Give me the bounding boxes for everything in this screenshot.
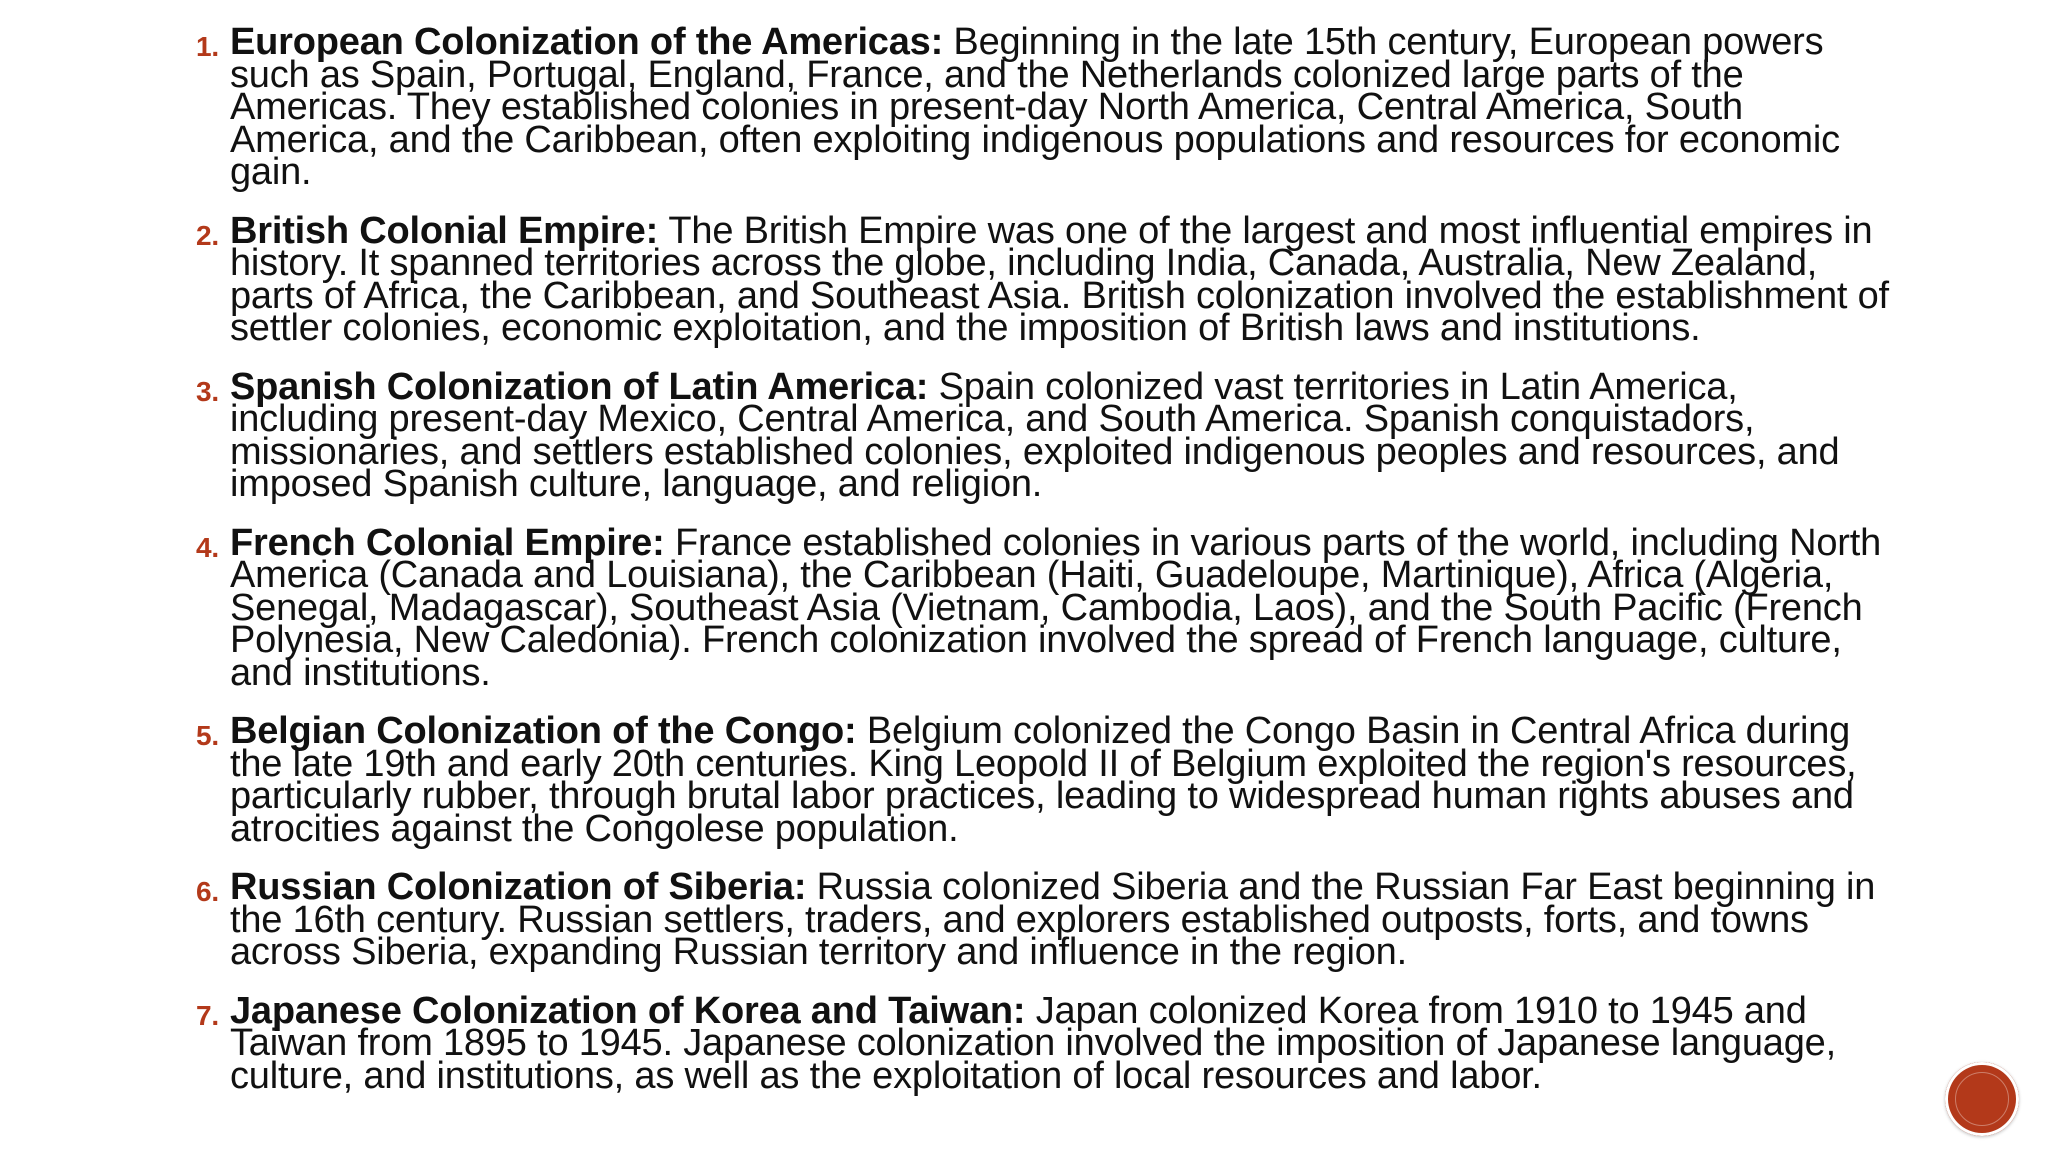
item-heading: European Colonization of the Americas: xyxy=(230,21,954,63)
item-number: 7. xyxy=(196,999,219,1031)
colonization-list xyxy=(196,21,1896,1118)
item-heading: Spanish Colonization of Latin America: xyxy=(230,365,939,408)
item-text: France established colonies in various parts of the world, including North America (Canada and Louisiana), the Caribbean (Haiti, Guadeloupe, Martinique), Africa (Algeria, Senegal, Madagascar), Southeast Asia (Vietnam, Cambodia, Laos), and the South Pacific (French Polynesia, New Caledonia). French colonization involved the spread of French language, culture, and institutions. xyxy=(230,521,1881,694)
list-item xyxy=(196,365,1896,505)
item-heading: Japanese Colonization of Korea and Taiwan: xyxy=(230,989,1036,1032)
slide-nav-button[interactable] xyxy=(1945,1062,2019,1136)
item-heading: Russian Colonization of Siberia: xyxy=(230,866,817,908)
item-number: 2. xyxy=(196,219,219,251)
item-heading: Belgian Colonization of the Congo: xyxy=(230,710,867,752)
list-item xyxy=(196,866,1896,973)
item-text: Belgium colonized the Congo Basin in Central Africa during the late 19th and early 20th centuries. King Leopold II of Belgium exploited the region's resources, particularly rubber, through brutal labor practices, leading to widespread human rights abuses and atrocities against the Congolese population. xyxy=(230,710,1857,850)
list-item xyxy=(196,21,1896,193)
item-number: 6. xyxy=(196,876,219,907)
list-item xyxy=(196,710,1896,850)
list-item xyxy=(196,989,1896,1097)
list-item xyxy=(196,209,1896,349)
item-heading: French Colonial Empire: xyxy=(230,521,675,564)
item-text: Japan colonized Korea from 1910 to 1945 and Taiwan from 1895 to 1945. Japanese colonization involved the imposition of Japanese language, culture, and institutions, as well as the exploitation of local resources and labor. xyxy=(230,989,1836,1097)
item-heading: British Colonial Empire: xyxy=(230,209,669,252)
item-text: Beginning in the late 15th century, European powers such as Spain, Portugal, England, France, and the Netherlands colonized large parts of the Americas. They established colonies in present-day North America, Central America, South America, and the Caribbean, often exploiting indigenous populations and resources for economic gain. xyxy=(230,21,1840,193)
item-number: 1. xyxy=(196,31,219,62)
item-text: Spain colonized vast territories in Latin America, including present-day Mexico, Central America, and South America. Spanish conquistadors, missionaries, and settlers established colonies, exploited indigenous peoples and resources, and imposed Spanish culture, language, and religion. xyxy=(230,365,1840,505)
item-number: 4. xyxy=(196,531,219,563)
item-text: The British Empire was one of the largest and most influential empires in history. It spanned territories across the globe, including India, Canada, Australia, New Zealand, parts of Africa, the Caribbean, and Southeast Asia. British colonization involved the establishment of settler colonies, economic exploitation, and the imposition of British laws and institutions. xyxy=(230,209,1889,349)
item-number: 3. xyxy=(196,375,219,407)
item-text: Russia colonized Siberia and the Russian Far East beginning in the 16th century. Russian settlers, traders, and explorers established outposts, forts, and towns across Siberia, expanding Russian territory and influence in the region. xyxy=(230,866,1876,973)
item-number: 5. xyxy=(196,720,219,751)
list-item xyxy=(196,521,1896,694)
